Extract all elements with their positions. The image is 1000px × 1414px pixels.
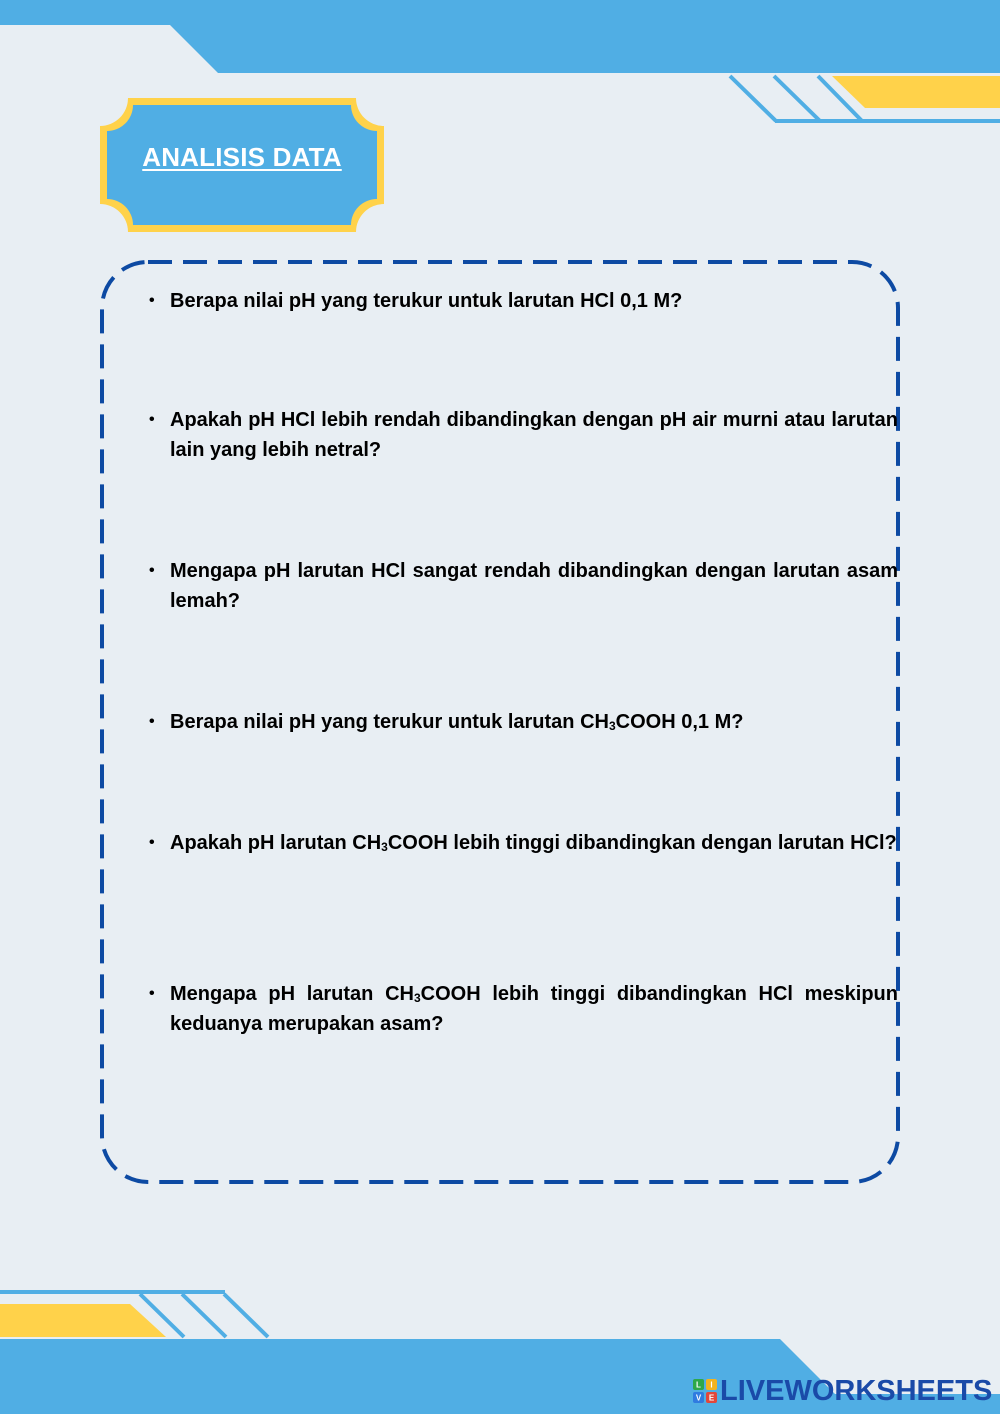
question-item bbox=[138, 556, 898, 616]
logo-letter: V bbox=[695, 1393, 702, 1403]
question-item bbox=[138, 828, 898, 858]
page-title: ANALISIS DATA bbox=[142, 142, 342, 172]
logo-letter: L bbox=[696, 1380, 701, 1390]
top-banner bbox=[0, 0, 1000, 73]
top-yellow-stripe bbox=[832, 76, 1000, 108]
bullet: • bbox=[149, 985, 155, 1002]
brand-name: LIVEWORKSHEETS bbox=[720, 1374, 993, 1407]
bullet: • bbox=[149, 713, 155, 730]
question-item bbox=[138, 979, 898, 1039]
bottom-yellow-stripe bbox=[0, 1304, 166, 1337]
bullet: • bbox=[149, 411, 155, 428]
question-text: Mengapa pH larutan HCl sangat rendah dibandingkan dengan larutan asam lemah? bbox=[170, 560, 898, 612]
liveworksheets-brand[interactable] bbox=[693, 1374, 992, 1408]
logo-letter: E bbox=[708, 1393, 715, 1403]
bullet: • bbox=[149, 834, 155, 851]
bullet: • bbox=[149, 292, 155, 309]
question-text: Apakah pH larutan $CH_3COOH$ lebih tinggi dibandingkan dengan larutan HCl? bbox=[170, 832, 897, 854]
bullet: • bbox=[149, 562, 155, 579]
question-text: Berapa nilai pH yang terukur untuk larutan HCl 0,1 M? bbox=[170, 290, 683, 312]
logo-letter: I bbox=[710, 1380, 713, 1390]
question-text: Apakah pH HCl lebih rendah dibandingkan dengan pH air murni atau larutan lain yang lebih netral? bbox=[170, 409, 898, 461]
question-item bbox=[138, 707, 898, 737]
liveworksheets-logo-icon bbox=[693, 1379, 717, 1403]
question-text: Berapa nilai pH yang terukur untuk larutan $CH_3COOH$ 0,1 M? bbox=[170, 711, 744, 733]
question-text: Mengapa pH larutan $CH_3COOH$ lebih tinggi dibandingkan HCl meskipun keduanya merupakan asam? bbox=[170, 983, 898, 1035]
question-item bbox=[138, 286, 898, 316]
question-item bbox=[138, 405, 898, 465]
